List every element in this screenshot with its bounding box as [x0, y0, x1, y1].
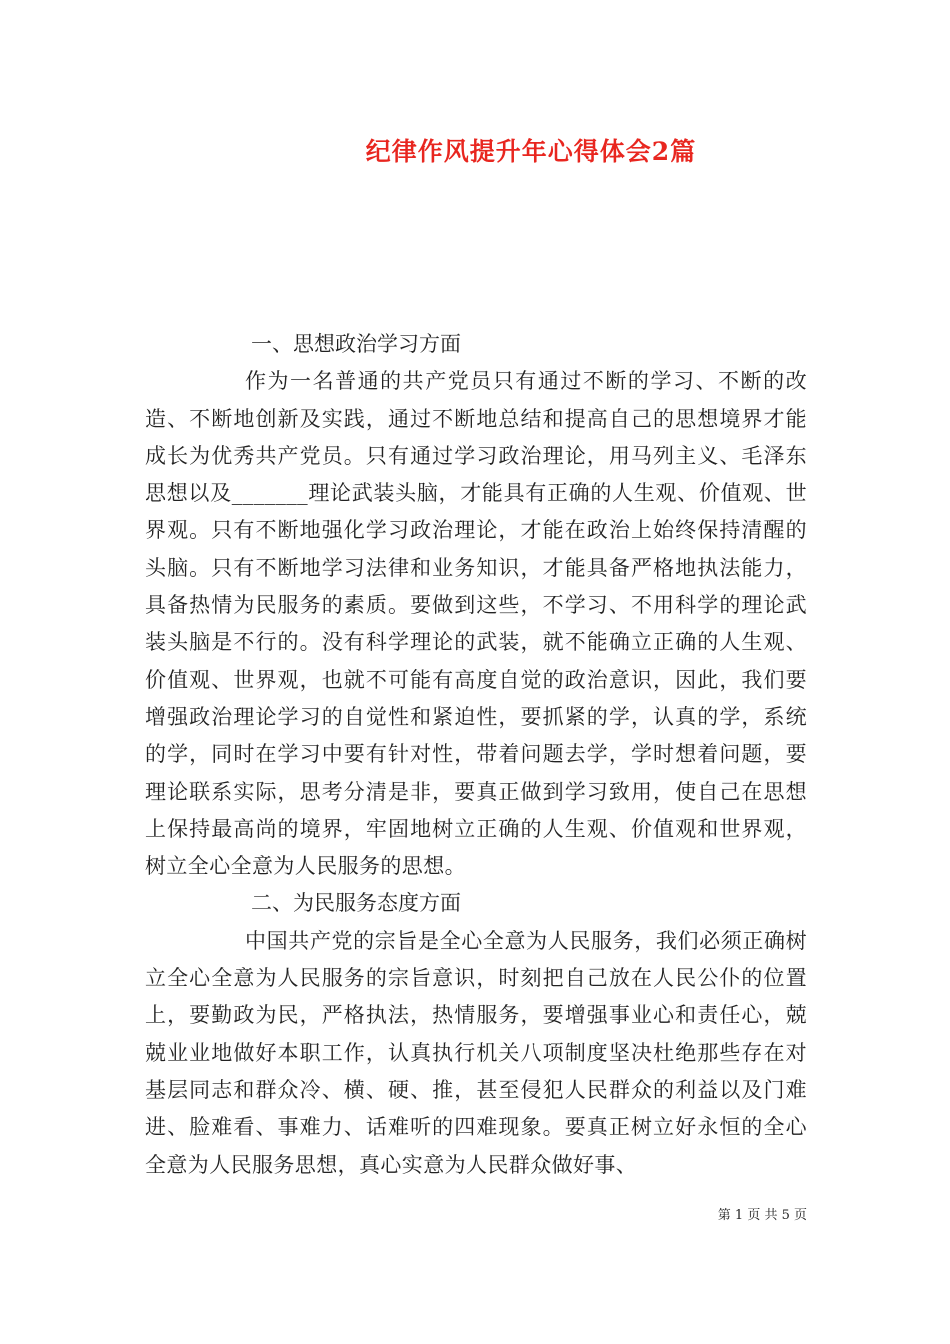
document-title: 纪律作风提升年心得体会2篇 [365, 137, 697, 166]
section-heading-1: 一、思想政治学习方面 [251, 332, 461, 356]
section-paragraph-1: 作为一名普通的共产党员只有通过不断的学习、不断的改造、不断地创新及实践，通过不断地总结和提高自己的思想境界才能成长为优秀共产党员。只有通过学习政治理论，用马列主义、毛泽东思想以及_______理论武装头脑，才能具有正确的人生观、价值观、世界观。只有不断地强化学习政治理论，才能在政治上始终保持清醒的头脑。只有不断地学习法律和业务知识，才能具备严格地执法能力，具备热情为民服务的素质。要做到这些，不学习、不用科学的理论武装头脑是不行的。没有科学理论的武装，就不能确立正确的人生观、价值观、世界观，也就不可能有高度自觉的政治意识，因此，我们要增强政治理论学习的自觉性和紧迫性，要抓紧的学，认真的学，系统的学，同时在学习中要有针对性，带着问题去学，学时想着问题，要理论联系实际，思考分清是非，要真正做到学习致用，使自己在思想上保持最高尚的境界，牢固地树立正确的人生观、价值观和世界观，树立全心全意为人民服务的思想。 [145, 369, 807, 879]
section-paragraph-2: 中国共产党的宗旨是全心全意为人民服务，我们必须正确树立全心全意为人民服务的宗旨意识，时刻把自己放在人民公仆的位置上，要勤政为民，严格执法，热情服务，要增强事业心和责任心，兢兢业业地做好本职工作，认真执行机关八项制度坚决杜绝那些存在对基层同志和群众冷、横、硬、推，甚至侵犯人民群众的利益以及门难进、脸难看、事难力、话难听的四难现象。要真正树立好永恒的全心全意为人民服务思想，真心实意为人民群众做好事、 [145, 928, 807, 1177]
document-body [145, 326, 807, 1184]
section-heading-2: 二、为民服务态度方面 [251, 891, 461, 916]
page-number-footer: 第 1 页 共 5 页 [717, 1208, 807, 1223]
